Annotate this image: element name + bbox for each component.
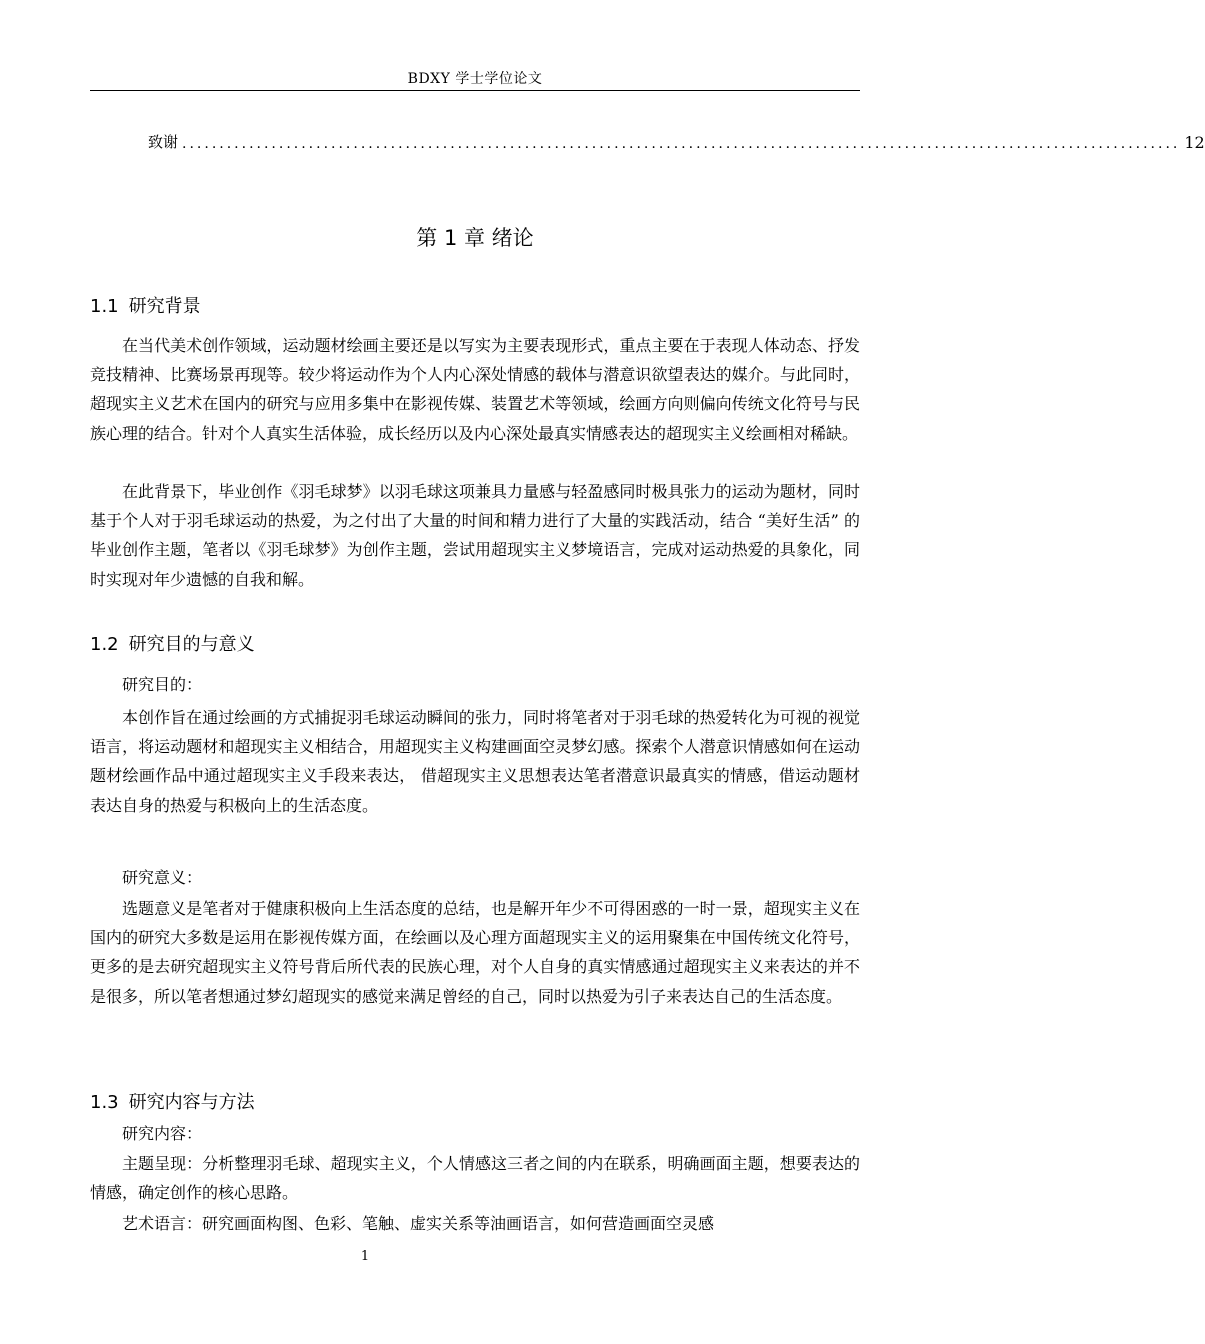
- chapter-title: 第 1 章 绪论: [416, 226, 534, 250]
- section-number: 1.1: [90, 296, 119, 317]
- page-number: 1: [360, 1249, 370, 1264]
- meaning-label: 研究意义：: [122, 868, 203, 887]
- meaning-paragraph: 选题意义是笔者对于健康积极向上生活态度的总结，也是解开年少不可得困惑的一时一景，超现实主义在国内的研究大多数是运用在影视传媒方面，在绘画以及心理方面超现实主义的运用聚集在中国传统文化符号，更多的是去研究超现实主义符号背后所代表的民族心理，对个人自身的真实情感通过超现实主义来表达的并不是很多，所以笔者想通过梦幻超现实的感觉来满足曾经的自己，同时以热爱为引子来表达自己的生活态度。: [90, 899, 860, 1006]
- art-language-paragraph: 艺术语言：研究画面构图、色彩、笔触、虚实关系等油画语言，如何营造画面空灵感: [122, 1214, 715, 1233]
- section-heading-1-1: [90, 292, 201, 318]
- section-title: 研究目的与意义: [128, 634, 255, 655]
- purpose-paragraph: 本创作旨在通过绘画的方式捕捉羽毛球运动瞬间的张力，同时将笔者对于羽毛球的热爱转化为可视的视觉语言，将运动题材和超现实主义相结合，用超现实主义构建画面空灵梦幻感。探索个人潜意识情感如何在运动题材绘画作品中通过超现实主义手段来表达， 借超现实主义思想表达笔者潜意识最真实的情感，借运动题材表达自身的热爱与积极向上的生活态度。: [90, 708, 860, 815]
- section-heading-1-3: [90, 1088, 255, 1114]
- header-title: BDXY 学士学位论文: [407, 71, 543, 87]
- section-title: 研究内容与方法: [128, 1092, 255, 1113]
- body-paragraph: 在此背景下，毕业创作《羽毛球梦》以羽毛球这项兼具力量感与轻盈感同时极具张力的运动为题材，同时基于个人对于羽毛球运动的热爱，为之付出了大量的时间和精力进行了大量的实践活动，结合 “美好生活” 的毕业创作主题，笔者以《羽毛球梦》为创作主题，尝试用超现实主义梦境语言，完成对运动热爱的具象化，同时实现对年少遗憾的自我和解。: [90, 482, 860, 589]
- header-rule: [90, 90, 860, 91]
- body-paragraph: 在当代美术创作领域，运动题材绘画主要还是以写实为主要表现形式，重点主要在于表现人体动态、抒发竞技精神、比赛场景再现等。较少将运动作为个人内心深处情感的载体与潜意识欲望表达的媒介。与此同时，超现实主义艺术在国内的研究与应用多集中在影视传媒、装置艺术等领域，绘画方向则偏向传统文化符号与民族心理的结合。针对个人真实生活体验，成长经历以及内心深处最真实情感表达的超现实主义绘画相对稀缺。: [90, 336, 860, 443]
- section-number: 1.3: [90, 1092, 119, 1113]
- toc-leader-dots: ......................................................................................................................................: [182, 136, 1181, 152]
- section-heading-1-2: [90, 630, 255, 656]
- toc-entry[interactable]: [148, 130, 1205, 152]
- theme-paragraph: 主题呈现：分析整理羽毛球、超现实主义，个人情感这三者之间的内在联系，明确画面主题，想要表达的情感，确定创作的核心思路。: [90, 1154, 860, 1203]
- section-number: 1.2: [90, 634, 119, 655]
- toc-page-number: 12: [1184, 133, 1205, 152]
- section-title: 研究背景: [128, 296, 201, 317]
- purpose-label: 研究目的：: [122, 675, 203, 694]
- toc-label: 致谢: [148, 133, 179, 151]
- content-label: 研究内容：: [122, 1124, 203, 1143]
